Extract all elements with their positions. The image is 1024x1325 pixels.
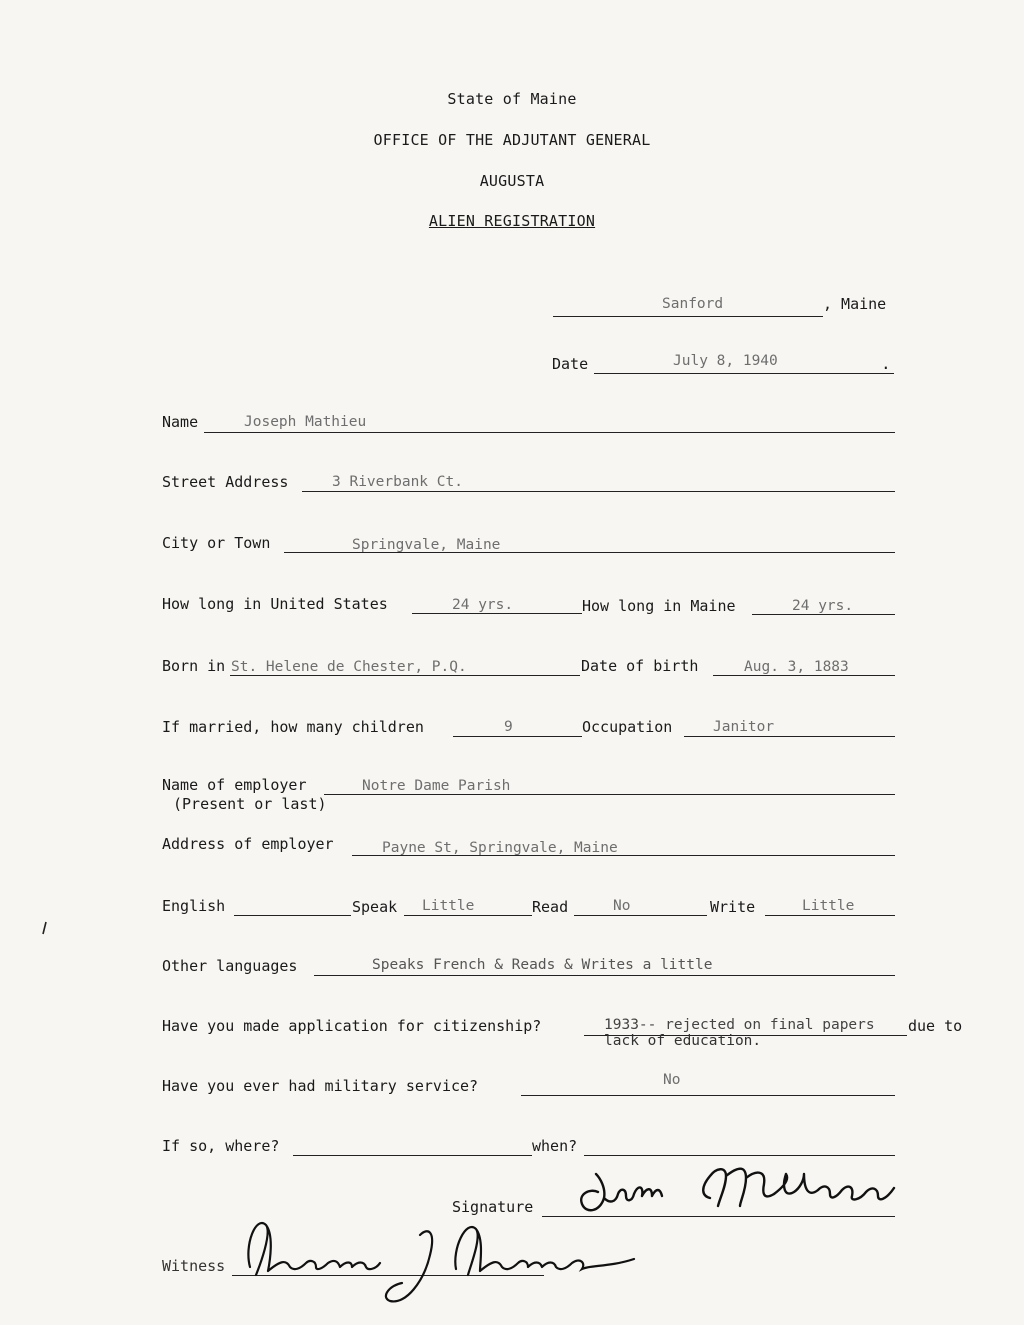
employer-sublabel: (Present or last) — [173, 795, 327, 813]
date-line — [594, 373, 894, 374]
street-value: 3 Riverbank Ct. — [332, 474, 463, 490]
date-period: . — [881, 354, 891, 373]
employer-address-value: Payne St, Springvale, Maine — [382, 840, 618, 856]
employer-value: Notre Dame Parish — [362, 778, 511, 794]
witness-label: Witness — [162, 1257, 226, 1275]
write-label: Write — [710, 898, 756, 916]
form-title: ALIEN REGISTRATION — [428, 212, 596, 230]
speak-value: Little — [422, 898, 475, 914]
dob-value: Aug. 3, 1883 — [744, 659, 849, 675]
us-years-line — [412, 613, 582, 614]
when-line — [584, 1155, 895, 1156]
date-value: July 8, 1940 — [673, 353, 778, 369]
write-line — [765, 915, 895, 916]
write-value: Little — [802, 898, 855, 914]
us-years-label: How long in United States — [162, 595, 388, 613]
dob-line — [713, 675, 895, 676]
english-line — [234, 915, 351, 916]
where-label: If so, where? — [162, 1137, 280, 1155]
maine-years-line — [752, 614, 895, 615]
speak-line — [404, 915, 532, 916]
born-in-label: Born in — [162, 657, 226, 675]
read-label: Read — [532, 898, 569, 916]
occupation-value: Janitor — [713, 719, 775, 735]
city-value: Springvale, Maine — [352, 537, 501, 553]
read-value: No — [613, 898, 631, 914]
english-label: English — [162, 897, 226, 915]
speak-label: Speak — [352, 898, 398, 916]
maine-years-label: How long in Maine — [582, 597, 736, 615]
employer-address-label: Address of employer — [162, 835, 334, 853]
occupation-line — [684, 736, 895, 737]
margin-mark — [40, 920, 50, 936]
military-label: Have you ever had military service? — [162, 1077, 479, 1095]
state-title: State of Maine — [447, 90, 577, 108]
name-label: Name — [162, 413, 199, 431]
date-label: Date — [552, 355, 589, 373]
citizenship-label: Have you made application for citizenship? — [162, 1017, 542, 1035]
employer-line — [324, 794, 895, 795]
office-title: OFFICE OF THE ADJUTANT GENERAL — [373, 131, 651, 149]
children-label: If married, how many children — [162, 718, 424, 736]
when-label: when? — [532, 1137, 578, 1155]
children-line — [453, 736, 582, 737]
city-title: AUGUSTA — [479, 172, 545, 190]
name-line — [204, 432, 895, 433]
occupation-label: Occupation — [582, 718, 673, 736]
military-line — [521, 1095, 895, 1096]
place-suffix: , Maine — [823, 295, 887, 313]
other-languages-label: Other languages — [162, 957, 298, 975]
street-label: Street Address — [162, 473, 289, 491]
where-line — [293, 1155, 532, 1156]
military-value: No — [663, 1072, 681, 1088]
us-years-value: 24 yrs. — [452, 597, 514, 613]
born-in-value: St. Helene de Chester, P.Q. — [231, 659, 467, 675]
citizenship-suffix: due to — [908, 1017, 963, 1035]
children-value: 9 — [504, 719, 513, 735]
signature-label: Signature — [452, 1198, 534, 1216]
citizenship-value2: lack of education. — [604, 1033, 762, 1049]
employer-label: Name of employer — [162, 776, 307, 794]
maine-years-value: 24 yrs. — [792, 598, 854, 614]
witness-handwriting — [230, 1205, 650, 1315]
dob-label: Date of birth — [581, 657, 699, 675]
city-label: City or Town — [162, 534, 271, 552]
other-languages-value: Speaks French & Reads & Writes a little — [372, 957, 713, 973]
born-in-line — [230, 675, 580, 676]
name-value: Joseph Mathieu — [244, 414, 367, 430]
place-line — [553, 316, 823, 317]
read-line — [574, 915, 707, 916]
street-line — [302, 491, 895, 492]
place-value: Sanford — [662, 296, 724, 312]
citizenship-value: 1933-- rejected on final papers — [604, 1017, 875, 1033]
other-languages-line — [314, 975, 895, 976]
